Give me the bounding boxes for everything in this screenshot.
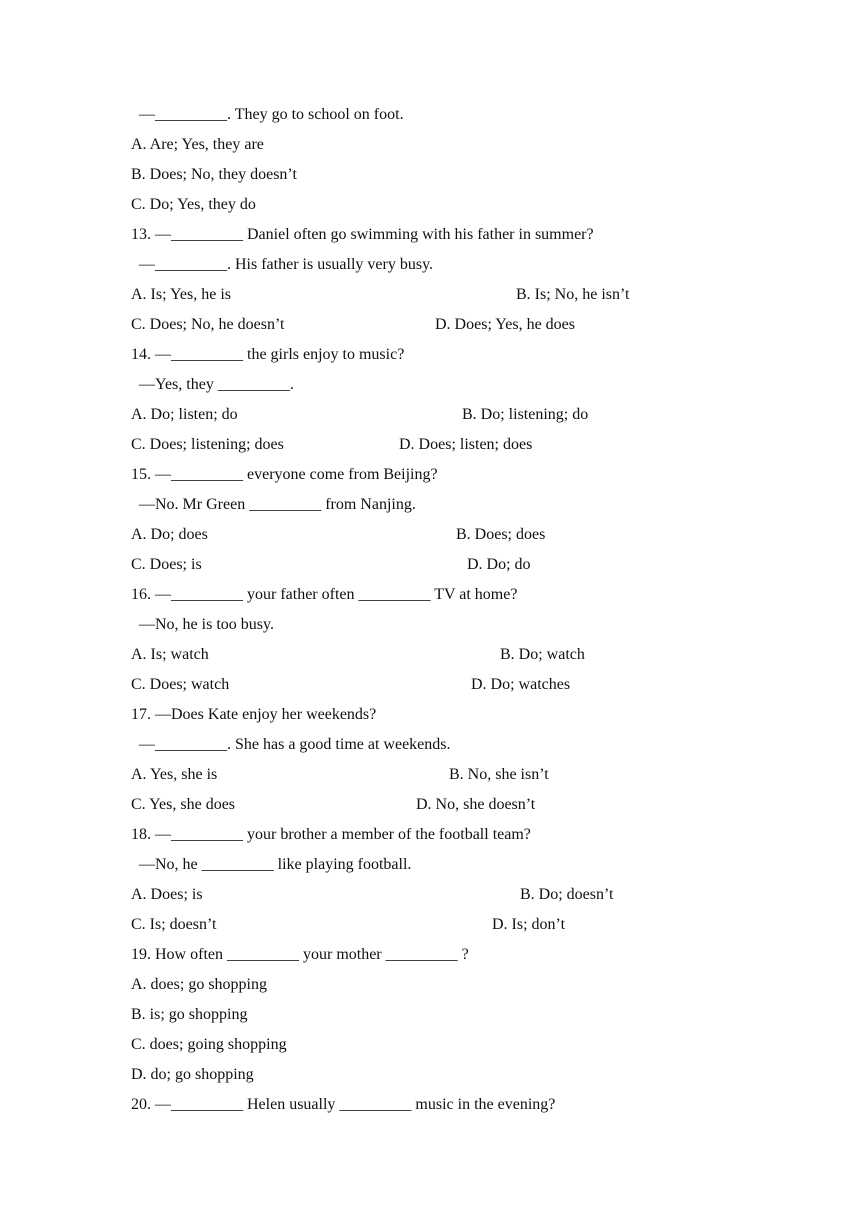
q13-option-d: D. Does; Yes, he does bbox=[435, 316, 575, 333]
q18-options-row-1 bbox=[131, 880, 614, 910]
q16-option-a: A. Is; watch bbox=[131, 646, 209, 663]
q15-options-row-1 bbox=[131, 520, 546, 550]
q12-option-a: A. Are; Yes, they are bbox=[131, 136, 264, 153]
q16-options-row-2 bbox=[131, 670, 571, 700]
q14-question: 14. —_________ the girls enjoy to music? bbox=[131, 346, 405, 363]
q13-options-row-1 bbox=[131, 280, 630, 310]
q19-option-b: B. is; go shopping bbox=[131, 1006, 248, 1023]
q15-question: 15. —_________ everyone come from Beijing? bbox=[131, 466, 438, 483]
q15-option-a: A. Do; does bbox=[131, 526, 208, 543]
q19-question: 19. How often _________ your mother _________ ? bbox=[131, 946, 469, 963]
q18-option-d: D. Is; don’t bbox=[492, 916, 566, 933]
q14-options-row-1 bbox=[131, 400, 589, 430]
q15-option-b: B. Does; does bbox=[456, 526, 546, 543]
q13-option-a: A. Is; Yes, he is bbox=[131, 286, 232, 303]
q14-answer-line: —Yes, they _________. bbox=[139, 376, 294, 393]
q14-option-a: A. Do; listen; do bbox=[131, 406, 238, 423]
q16-options-row-1 bbox=[131, 640, 585, 670]
q16-option-d: D. Do; watches bbox=[471, 676, 571, 693]
q12-option-b: B. Does; No, they doesn’t bbox=[131, 166, 297, 183]
q17-option-a: A. Yes, she is bbox=[131, 766, 218, 783]
q14-options-row-2 bbox=[131, 430, 533, 460]
q15-answer-line: —No. Mr Green _________ from Nanjing. bbox=[139, 496, 416, 513]
q18-options-row-2 bbox=[131, 910, 566, 940]
q17-question: 17. —Does Kate enjoy her weekends? bbox=[131, 706, 377, 723]
q18-option-a: A. Does; is bbox=[131, 886, 203, 903]
q13-options-row-2 bbox=[131, 310, 575, 340]
q17-option-d: D. No, she doesn’t bbox=[416, 796, 536, 813]
q14-option-c: C. Does; listening; does bbox=[131, 436, 284, 453]
q12-answer-line: —_________. They go to school on foot. bbox=[139, 106, 404, 123]
q16-option-c: C. Does; watch bbox=[131, 676, 230, 693]
q14-option-b: B. Do; listening; do bbox=[462, 406, 589, 423]
q20-question: 20. —_________ Helen usually _________ music in the evening? bbox=[131, 1096, 556, 1113]
q18-question: 18. —_________ your brother a member of the football team? bbox=[131, 826, 531, 843]
q19-option-c: C. does; going shopping bbox=[131, 1036, 287, 1053]
q13-option-b: B. Is; No, he isn’t bbox=[516, 286, 630, 303]
q13-question: 13. —_________ Daniel often go swimming with his father in summer? bbox=[131, 226, 594, 243]
q15-option-c: C. Does; is bbox=[131, 556, 202, 573]
q18-answer-line: —No, he _________ like playing football. bbox=[139, 856, 412, 873]
q17-option-b: B. No, she isn’t bbox=[449, 766, 549, 783]
q17-option-c: C. Yes, she does bbox=[131, 796, 236, 813]
q19-option-a: A. does; go shopping bbox=[131, 976, 267, 993]
q18-option-b: B. Do; doesn’t bbox=[520, 886, 614, 903]
q17-options-row-1 bbox=[131, 760, 549, 790]
q18-option-c: C. Is; doesn’t bbox=[131, 916, 217, 933]
q13-option-c: C. Does; No, he doesn’t bbox=[131, 316, 285, 333]
q16-answer-line: —No, he is too busy. bbox=[139, 616, 274, 633]
q16-question: 16. —_________ your father often _________ TV at home? bbox=[131, 586, 518, 603]
q17-options-row-2 bbox=[131, 790, 536, 820]
q19-option-d: D. do; go shopping bbox=[131, 1066, 254, 1083]
q15-options-row-2 bbox=[131, 550, 531, 580]
q14-option-d: D. Does; listen; does bbox=[399, 436, 533, 453]
q16-option-b: B. Do; watch bbox=[500, 646, 585, 663]
q13-answer-line: —_________. His father is usually very busy. bbox=[139, 256, 434, 273]
q17-answer-line: —_________. She has a good time at weekends. bbox=[139, 736, 451, 753]
q12-option-c: C. Do; Yes, they do bbox=[131, 196, 256, 213]
q15-option-d: D. Do; do bbox=[467, 556, 531, 573]
